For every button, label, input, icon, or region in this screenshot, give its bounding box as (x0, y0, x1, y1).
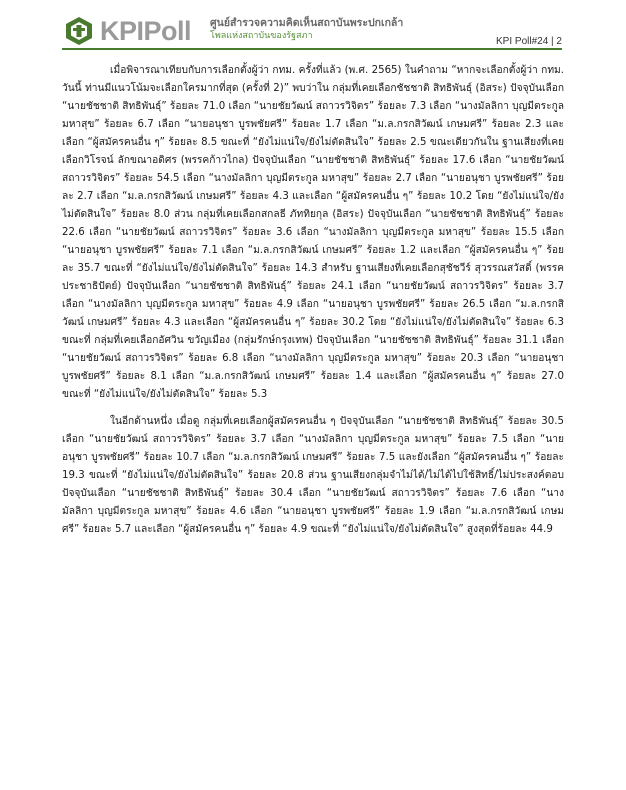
header-divider (62, 48, 562, 50)
kpi-logo-icon (62, 15, 96, 47)
document-body (62, 62, 564, 548)
body-paragraph: เมื่อพิจารณาเทียบกับการเลือกตั้งผู้ว่า กทม. ครั้งที่แล้ว (พ.ศ. 2565) ในคำถาม “หากจะเลือกตั้งผู้ว่า กทม. วันนี้ ท่านมีแนวโน้มจะเลือกใครมากที่สุด (ครั้งที่ 2)” พบว่าใน กลุ่มที่เคยเลือกชัชชาติ สิทธิพันธุ์ (อิสระ) ปัจจุบันเลือก “นายชัชชาติ สิทธิพันธุ์” ร้อยละ 71.0 เลือก “นายชัยวัฒน์ สถาวรวิจิตร” ร้อยละ 7.3 เลือก “นางมัลลิกา บุญมีตระกูล มหาสุข” ร้อยละ 6.7 เลือก “นายอนุชา บูรพชัยศรี” ร้อยละ 1.7 เลือก “ม.ล.กรกสิวัฒน์ เกษมศรี” ร้อยละ 2.3 และเลือก “ผู้สมัครคนอื่น ๆ” ร้อยละ 8.5 ขณะที่ “ยังไม่แน่ใจ/ยังไม่ตัดสินใจ” ร้อยละ 2.5 ขณะเดียวกันใน ฐานเสียงที่เคยเลือกวิโรจน์ ลักขณาอดิศร (พรรคก้าวไกล) ปัจจุบันเลือก “นายชัชชาติ สิทธิพันธุ์” ร้อยละ 17.6 เลือก “นายชัยวัฒน์ สถาวรวิจิตร” ร้อยละ 54.5 เลือก “นางมัลลิกา บุญมีตระกูล มหาสุข” ร้อยละ 2.7 เลือก “นายอนุชา บูรพชัยศรี” ร้อยละ 2.7 เลือก “ม.ล.กรกสิวัฒน์ เกษมศรี” ร้อยละ 4.3 และเลือก “ผู้สมัครคนอื่น ๆ” ร้อยละ 10.2 โดย “ยังไม่แน่ใจ/ยังไม่ตัดสินใจ” ร้อยละ 8.0 ส่วน กลุ่มที่เคยเลือกสกลธี ภัททิยกุล (อิสระ) ปัจจุบันเลือก “นายชัชชาติ สิทธิพันธุ์” ร้อยละ 22.6 เลือก “นายชัยวัฒน์ สถาวรวิจิตร” ร้อยละ 3.6 เลือก “นางมัลลิกา บุญมีตระกูล มหาสุข” ร้อยละ 15.5 เลือก “นายอนุชา บูรพชัยศรี” ร้อยละ 7.1 เลือก “ม.ล.กรกสิวัฒน์ เกษมศรี” ร้อยละ 1.2 และเลือก “ผู้สมัครคนอื่น ๆ” ร้อยละ 35.7 ขณะที่ “ยังไม่แน่ใจ/ยังไม่ตัดสินใจ” ร้อยละ 14.3 สำหรับ ฐานเสียงที่เคยเลือกสุชัชวีร์ สุวรรณสวัสดิ์ (พรรคประชาธิปัตย์) ปัจจุบันเลือก “นายชัชชาติ สิทธิพันธุ์” ร้อยละ 24.1 เลือก “นายชัยวัฒน์ สถาวรวิจิตร” ร้อยละ 3.7 เลือก “นางมัลลิกา บุญมีตระกูล มหาสุข” ร้อยละ 4.9 เลือก “นายอนุชา บูรพชัยศรี” ร้อยละ 26.5 เลือก “ม.ล.กรกสิวัฒน์ เกษมศรี” ร้อยละ 4.3 และเลือก “ผู้สมัครคนอื่น ๆ” ร้อยละ 30.2 โดย “ยังไม่แน่ใจ/ยังไม่ตัดสินใจ” ร้อยละ 6.3 ขณะที่ กลุ่มที่เคยเลือกอัศวิน ขวัญเมือง (กลุ่มรักษ์กรุงเทพ) ปัจจุบันเลือก “นายชัชชาติ สิทธิพันธุ์” ร้อยละ 31.1 เลือก “นายชัยวัฒน์ สถาวรวิจิตร” ร้อยละ 6.8 เลือก “นางมัลลิกา บุญมีตระกูล มหาสุข” ร้อยละ 20.3 เลือก “นายอนุชา บูรพชัยศรี” ร้อยละ 8.1 เลือก “ม.ล.กรกสิวัฒน์ เกษมศรี” ร้อยละ 1.4 และเลือก “ผู้สมัครคนอื่น ๆ” ร้อยละ 27.0 ขณะที่ “ยังไม่แน่ใจ/ยังไม่ตัดสินใจ” ร้อยละ 5.3 (62, 65, 564, 400)
page-number-label: KPI Poll#24 | 2 (496, 36, 562, 47)
kpi-poll-logo: KPIPoll (100, 16, 192, 46)
body-paragraph: ในอีกด้านหนึ่ง เมื่อดู กลุ่มที่เคยเลือกผู้สมัครคนอื่น ๆ ปัจจุบันเลือก “นายชัชชาติ สิทธิพันธุ์” ร้อยละ 30.5 เลือก “นายชัยวัฒน์ สถาวรวิจิตร” ร้อยละ 3.7 เลือก “นางมัลลิกา บุญมีตระกูล มหาสุข” ร้อยละ 7.5 เลือก “นายอนุชา บูรพชัยศรี” ร้อยละ 10.7 เลือก “ม.ล.กรกสิวัฒน์ เกษมศรี” ร้อยละ 7.5 และยังเลือก “ผู้สมัครคนอื่น ๆ” ร้อยละ 19.3 ขณะที่ “ยังไม่แน่ใจ/ยังไม่ตัดสินใจ” ร้อยละ 20.8 ส่วน ฐานเสียงกลุ่มจำไม่ได้/ไม่ได้ไปใช้สิทธิ์/ไม่ประสงค์ตอบ ปัจจุบันเลือก “นายชัชชาติ สิทธิพันธุ์” ร้อยละ 30.4 เลือก “นายชัยวัฒน์ สถาวรวิจิตร” ร้อยละ 7.6 เลือก “นางมัลลิกา บุญมีตระกูล มหาสุข” ร้อยละ 4.6 เลือก “นายอนุชา บูรพชัยศรี” ร้อยละ 1.9 เลือก “ม.ล.กรกสิวัฒน์ เกษมศรี” ร้อยละ 5.7 และเลือก “ผู้สมัครคนอื่น ๆ” ร้อยละ 4.9 ขณะที่ “ยังไม่แน่ใจ/ยังไม่ตัดสินใจ” สูงสุดที่ร้อยละ 44.9 (62, 416, 564, 535)
organization-subtitle: โพลแห่งสถาบันของรัฐสภา (210, 31, 313, 41)
page-header (62, 14, 562, 48)
organization-names (210, 17, 403, 43)
organization-name: ศูนย์สำรวจความคิดเห็นสถาบันพระปกเกล้า (210, 17, 404, 29)
